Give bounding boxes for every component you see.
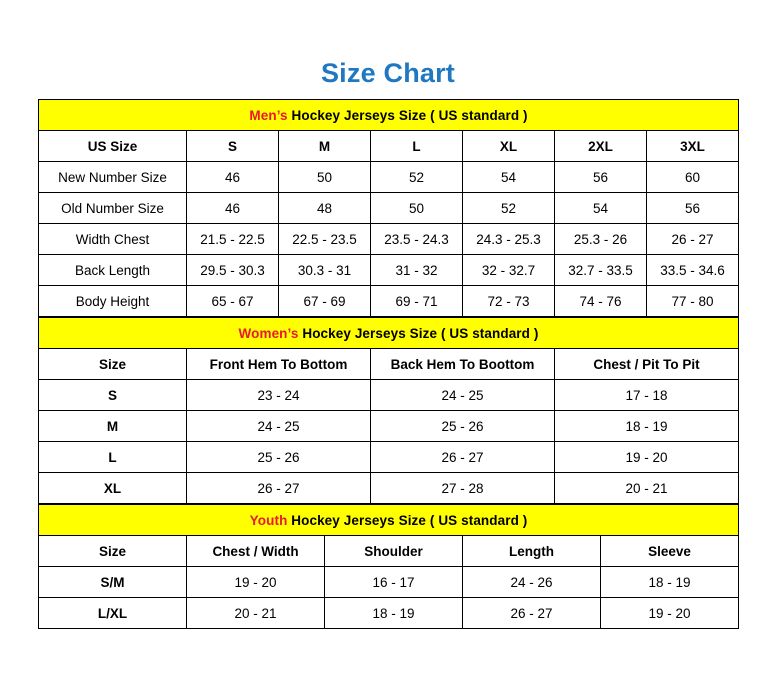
mens-row-4-val-5: 77 - 80: [647, 286, 739, 317]
youth-row-0-val-1: 16 - 17: [325, 567, 463, 598]
mens-row-2-val-3: 24.3 - 25.3: [463, 224, 555, 255]
youth-heading-rest: Hockey Jerseys Size ( US standard ): [287, 512, 528, 528]
mens-section-heading: [39, 100, 739, 131]
mens-row-2-val-4: 25.3 - 26: [555, 224, 647, 255]
table-row: [39, 224, 739, 255]
youth-row-1-label: L/XL: [39, 598, 187, 629]
womens-row-1-val-1: 25 - 26: [371, 411, 555, 442]
mens-size-table: [38, 99, 739, 317]
womens-size-table: [38, 317, 739, 504]
youth-col-2: Shoulder: [325, 536, 463, 567]
womens-col-1: Front Hem To Bottom: [187, 349, 371, 380]
table-row: [39, 598, 739, 629]
mens-row-3-val-1: 30.3 - 31: [279, 255, 371, 286]
womens-col-0: Size: [39, 349, 187, 380]
mens-row-1-val-0: 46: [187, 193, 279, 224]
womens-row-2-val-1: 26 - 27: [371, 442, 555, 473]
mens-row-4-label: Body Height: [39, 286, 187, 317]
mens-row-0-val-0: 46: [187, 162, 279, 193]
womens-row-1-val-2: 18 - 19: [555, 411, 739, 442]
youth-row-1-val-0: 20 - 21: [187, 598, 325, 629]
table-row: [39, 473, 739, 504]
mens-row-0-val-5: 60: [647, 162, 739, 193]
mens-row-4-val-2: 69 - 71: [371, 286, 463, 317]
mens-heading-accent: Men’s: [249, 107, 288, 123]
mens-row-2-label: Width Chest: [39, 224, 187, 255]
table-row: [39, 255, 739, 286]
womens-row-2-label: L: [39, 442, 187, 473]
mens-row-3-val-3: 32 - 32.7: [463, 255, 555, 286]
mens-row-3-label: Back Length: [39, 255, 187, 286]
youth-heading-accent: Youth: [249, 512, 288, 528]
mens-col-5: 2XL: [555, 131, 647, 162]
mens-heading-rest: Hockey Jerseys Size ( US standard ): [287, 107, 528, 123]
womens-row-3-val-0: 26 - 27: [187, 473, 371, 504]
womens-row-3-val-1: 27 - 28: [371, 473, 555, 504]
mens-row-4-val-4: 74 - 76: [555, 286, 647, 317]
youth-row-0-val-2: 24 - 26: [463, 567, 601, 598]
page-title: Size Chart: [320, 58, 456, 88]
mens-col-4: XL: [463, 131, 555, 162]
mens-row-4-val-1: 67 - 69: [279, 286, 371, 317]
mens-col-2: M: [279, 131, 371, 162]
womens-section-heading: [39, 318, 739, 349]
womens-col-3: Chest / Pit To Pit: [555, 349, 739, 380]
youth-col-3: Length: [463, 536, 601, 567]
youth-row-0-val-3: 18 - 19: [601, 567, 739, 598]
mens-row-3-val-5: 33.5 - 34.6: [647, 255, 739, 286]
mens-row-1-val-4: 54: [555, 193, 647, 224]
mens-row-1-val-5: 56: [647, 193, 739, 224]
mens-row-2-val-2: 23.5 - 24.3: [371, 224, 463, 255]
mens-row-1-val-2: 50: [371, 193, 463, 224]
table-row: [39, 567, 739, 598]
mens-row-0-val-4: 56: [555, 162, 647, 193]
mens-row-1-val-1: 48: [279, 193, 371, 224]
youth-row-1-val-1: 18 - 19: [325, 598, 463, 629]
table-row: [39, 380, 739, 411]
mens-header-row: [39, 131, 739, 162]
mens-row-0-val-2: 52: [371, 162, 463, 193]
mens-row-2-val-5: 26 - 27: [647, 224, 739, 255]
table-row: [39, 162, 739, 193]
womens-row-2-val-2: 19 - 20: [555, 442, 739, 473]
youth-row-1-val-3: 19 - 20: [601, 598, 739, 629]
mens-section-heading-row: [39, 100, 739, 131]
womens-col-2: Back Hem To Boottom: [371, 349, 555, 380]
womens-row-1-val-0: 24 - 25: [187, 411, 371, 442]
womens-row-3-val-2: 20 - 21: [555, 473, 739, 504]
mens-row-4-val-3: 72 - 73: [463, 286, 555, 317]
mens-row-0-label: New Number Size: [39, 162, 187, 193]
womens-row-0-label: S: [39, 380, 187, 411]
youth-size-table: [38, 504, 739, 629]
mens-row-3-val-4: 32.7 - 33.5: [555, 255, 647, 286]
mens-col-1: S: [187, 131, 279, 162]
table-row: [39, 442, 739, 473]
youth-col-1: Chest / Width: [187, 536, 325, 567]
womens-section-heading-row: [39, 318, 739, 349]
mens-row-0-val-3: 54: [463, 162, 555, 193]
mens-row-1-label: Old Number Size: [39, 193, 187, 224]
mens-row-2-val-1: 22.5 - 23.5: [279, 224, 371, 255]
youth-row-0-val-0: 19 - 20: [187, 567, 325, 598]
womens-heading-accent: Women’s: [238, 325, 299, 341]
youth-section-heading-row: [39, 505, 739, 536]
womens-row-2-val-0: 25 - 26: [187, 442, 371, 473]
womens-row-0-val-0: 23 - 24: [187, 380, 371, 411]
table-row: [39, 193, 739, 224]
youth-col-0: Size: [39, 536, 187, 567]
mens-col-0: US Size: [39, 131, 187, 162]
youth-section-heading: [39, 505, 739, 536]
size-chart-tables: [38, 99, 738, 629]
mens-row-3-val-2: 31 - 32: [371, 255, 463, 286]
womens-row-3-label: XL: [39, 473, 187, 504]
youth-header-row: [39, 536, 739, 567]
mens-row-2-val-0: 21.5 - 22.5: [187, 224, 279, 255]
womens-row-0-val-1: 24 - 25: [371, 380, 555, 411]
mens-row-4-val-0: 65 - 67: [187, 286, 279, 317]
womens-row-1-label: M: [39, 411, 187, 442]
table-row: [39, 286, 739, 317]
youth-col-4: Sleeve: [601, 536, 739, 567]
mens-row-1-val-3: 52: [463, 193, 555, 224]
mens-row-0-val-1: 50: [279, 162, 371, 193]
womens-heading-rest: Hockey Jerseys Size ( US standard ): [298, 325, 539, 341]
womens-header-row: [39, 349, 739, 380]
youth-row-1-val-2: 26 - 27: [463, 598, 601, 629]
womens-row-0-val-2: 17 - 18: [555, 380, 739, 411]
youth-row-0-label: S/M: [39, 567, 187, 598]
table-row: [39, 411, 739, 442]
mens-row-3-val-0: 29.5 - 30.3: [187, 255, 279, 286]
mens-col-6: 3XL: [647, 131, 739, 162]
mens-col-3: L: [371, 131, 463, 162]
